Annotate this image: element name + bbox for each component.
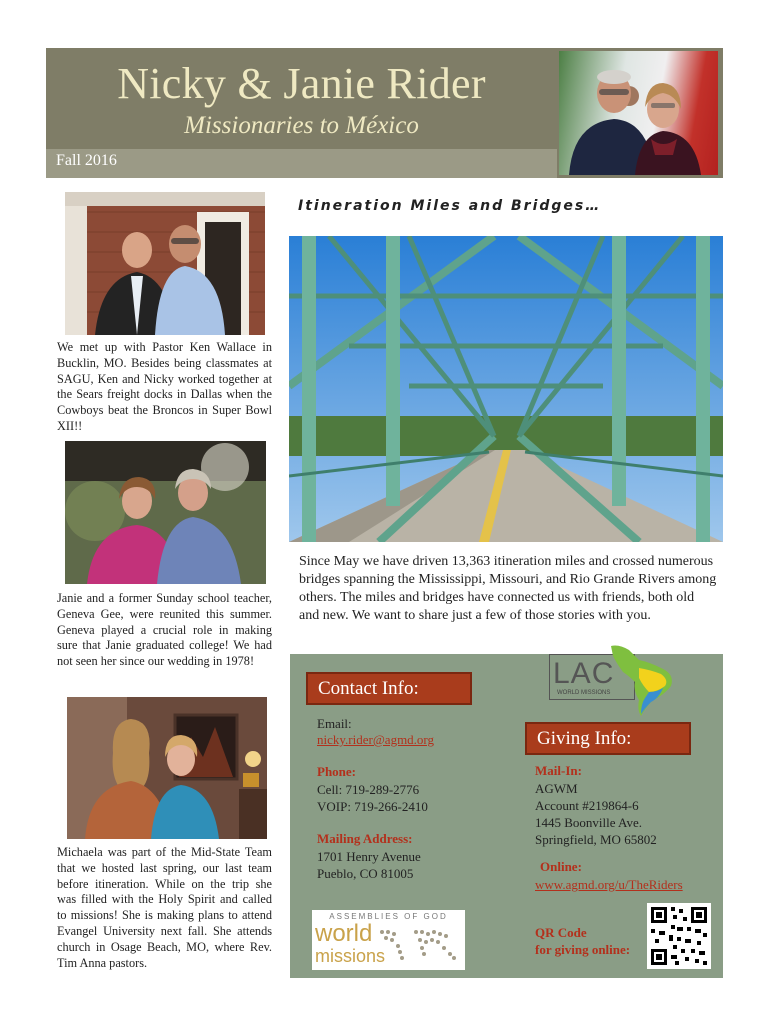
teacher-photo bbox=[65, 441, 266, 584]
michaela-caption: Michaela was part of the Mid-State Team that we hosted last spring, our last team before itineration. While on the trip she was filled with the Holy Spirit and called to missions! She is making plans to attend Evangel University next fall. She attends church in Osage Beach, MO, where Rev. Tim Anna pastors. bbox=[57, 845, 272, 970]
page-subtitle: Missionaries to México bbox=[184, 112, 419, 139]
qr-code-label: QR Code bbox=[535, 925, 587, 940]
latin-america-map-icon bbox=[609, 642, 679, 718]
pastor-photo bbox=[65, 192, 265, 335]
bridge-photo bbox=[289, 236, 723, 542]
qr-code[interactable] bbox=[647, 903, 711, 969]
couple-photo bbox=[559, 51, 718, 175]
giving-line-1: AGWM bbox=[535, 781, 578, 796]
email-label: Email: bbox=[317, 716, 352, 731]
mail-in-label: Mail-In: bbox=[535, 763, 582, 778]
newsletter-header bbox=[46, 48, 723, 178]
lac-logo-text: LAC bbox=[553, 657, 615, 690]
teacher-caption: Janie and a former Sunday school teacher, Geneva Gee, were reunited this summer. Geneva played a crucial role in making sure that Janie graduated college! We had not seen her since our wedding in 1978! bbox=[57, 591, 272, 669]
pastor-caption: We met up with Pastor Ken Wallace in Bucklin, MO. Besides being classmates at SAGU, Ken and Nicky worked together at the Sears freight docks in Dallas when the Cowboys beat the Broncos in Super Bowl XII!! bbox=[57, 340, 272, 433]
bridge-photo-art bbox=[289, 236, 723, 542]
ag-world-missions-logo bbox=[312, 910, 465, 970]
mailing-address-label: Mailing Address: bbox=[317, 831, 413, 846]
cell-number: Cell: 719-289-2776 bbox=[317, 782, 420, 797]
giving-line-2: Account #219864-6 bbox=[535, 798, 639, 813]
michaela-photo-art bbox=[67, 697, 267, 839]
teacher-photo-art bbox=[65, 441, 266, 584]
itineration-title: Itineration Miles and Bridges… bbox=[298, 198, 602, 214]
giving-line-3: 1445 Boonville Ave. bbox=[535, 815, 643, 830]
online-label: Online: bbox=[540, 859, 582, 874]
michaela-photo bbox=[67, 697, 267, 839]
address-line-2: Pueblo, CO 81005 bbox=[317, 866, 414, 881]
itineration-body: Since May we have driven 13,363 itineration miles and crossed numerous bridges spanning the Mississippi, Missouri, and Rio Grande Rivers among others. The miles and bridges have connected us with friends, both old and new. We want to share just a few of those stories with you. bbox=[299, 554, 717, 623]
voip-number: VOIP: 719-266-2410 bbox=[317, 799, 428, 814]
lac-logo bbox=[549, 642, 679, 718]
address-line-1: 1701 Henry Avenue bbox=[317, 849, 421, 864]
lac-logo-subtext: WORLD MISSIONS bbox=[557, 690, 611, 696]
ag-logo-world-text: world bbox=[315, 920, 373, 947]
season-label: Fall 2016 bbox=[56, 152, 117, 169]
ag-logo-missions-text: missions bbox=[315, 946, 386, 966]
header-strip bbox=[46, 149, 557, 178]
giving-info-heading: Giving Info: bbox=[525, 722, 691, 755]
email-link[interactable]: nicky.rider@agmd.org bbox=[317, 732, 435, 747]
online-giving-link[interactable]: www.agmd.org/u/TheRiders bbox=[535, 877, 683, 892]
contact-panel bbox=[290, 654, 723, 978]
qr-code-label-2: for giving online: bbox=[535, 942, 631, 957]
giving-line-4: Springfield, MO 65802 bbox=[535, 832, 657, 847]
contact-info-heading: Contact Info: bbox=[306, 672, 472, 705]
ag-logo-top-text: ASSEMBLIES OF GOD bbox=[329, 912, 448, 921]
phone-label: Phone: bbox=[317, 764, 356, 779]
page-title: Nicky & Janie Rider bbox=[117, 59, 486, 108]
pastor-photo-art bbox=[65, 192, 265, 335]
qr-code-icon bbox=[647, 903, 711, 969]
couple-photo-art bbox=[559, 51, 718, 175]
world-map-dots-icon bbox=[376, 924, 460, 966]
